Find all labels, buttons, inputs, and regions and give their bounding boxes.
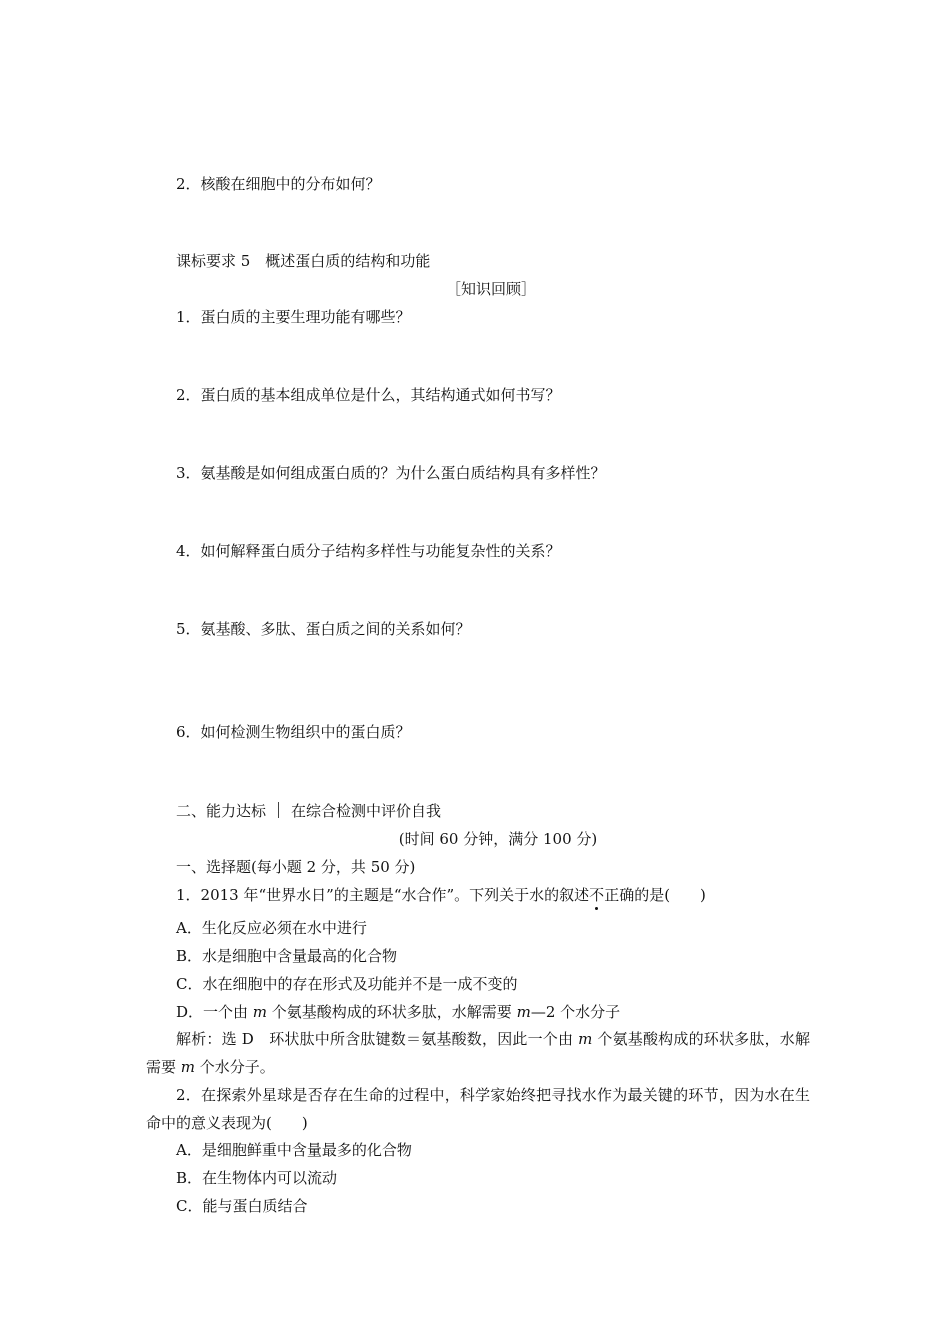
mc-question-2-option-a: A．是细胞鲜重中含量最多的化合物 [176, 1141, 412, 1159]
protein-question-3: 3．氨基酸是如何组成蛋白质的？为什么蛋白质结构具有多样性？ [176, 464, 606, 482]
part-2-heading [176, 801, 441, 821]
mc-question-1-analysis: 解析：选 D 环状肽中所含肽键数＝氨基酸数，因此一个由 m 个氨基酸构成的环状多肽，水解需要 m 个水分子。 [146, 1030, 810, 1076]
time-and-score-note: (时间 60 分钟，满分 100 分) [398, 830, 598, 848]
mc-question-1-option-c: C．水在细胞中的存在形式及功能并不是一成不变的 [176, 975, 518, 993]
part-2-heading-subtitle: 在综合检测中评价自我 [291, 802, 442, 820]
protein-question-6: 6．如何检测生物组织中的蛋白质？ [176, 723, 411, 741]
part-2-heading-title: 二、能力达标 [176, 802, 267, 820]
protein-question-4: 4．如何解释蛋白质分子结构多样性与功能复杂性的关系？ [176, 542, 561, 560]
section-1-heading: 一、选择题(每小题 2 分，共 50 分) [176, 858, 416, 876]
protein-question-5: 5．氨基酸、多肽、蛋白质之间的关系如何？ [176, 620, 471, 638]
mc-question-1-option-b: B．水是细胞中含量最高的化合物 [176, 947, 398, 965]
knowledge-review-label: ［知识回顾］ [445, 280, 537, 298]
protein-question-1: 1．蛋白质的主要生理功能有哪些？ [176, 308, 411, 326]
protein-question-2: 2．蛋白质的基本组成单位是什么，其结构通式如何书写？ [176, 386, 561, 404]
mc-question-2-stem: 2．在探索外星球是否存在生命的过程中，科学家始终把寻找水作为最关键的环节，因为水在生命中的意义表现为( ) [146, 1086, 810, 1132]
mc-question-2-option-c: C．能与蛋白质结合 [176, 1197, 308, 1215]
emphasis-not: 不 [589, 886, 605, 904]
question-nucleic-acid-distribution: 2．核酸在细胞中的分布如何？ [176, 175, 381, 193]
mc-question-1-option-a: A．生化反应必须在水中进行 [176, 919, 367, 937]
mc-question-1-option-d: D．一个由 m 个氨基酸构成的环状多肽，水解需要 m—2 个水分子 [176, 1003, 621, 1021]
mc-question-1-stem: 1．2013 年“世界水日”的主题是“水合作”。下列关于水的叙述不正确的是( ) [176, 886, 706, 904]
requirement-5-title: 课标要求 5 概述蛋白质的结构和功能 [176, 252, 431, 270]
mc-question-2-option-b: B．在生物体内可以流动 [176, 1169, 338, 1187]
heading-separator [278, 802, 279, 818]
